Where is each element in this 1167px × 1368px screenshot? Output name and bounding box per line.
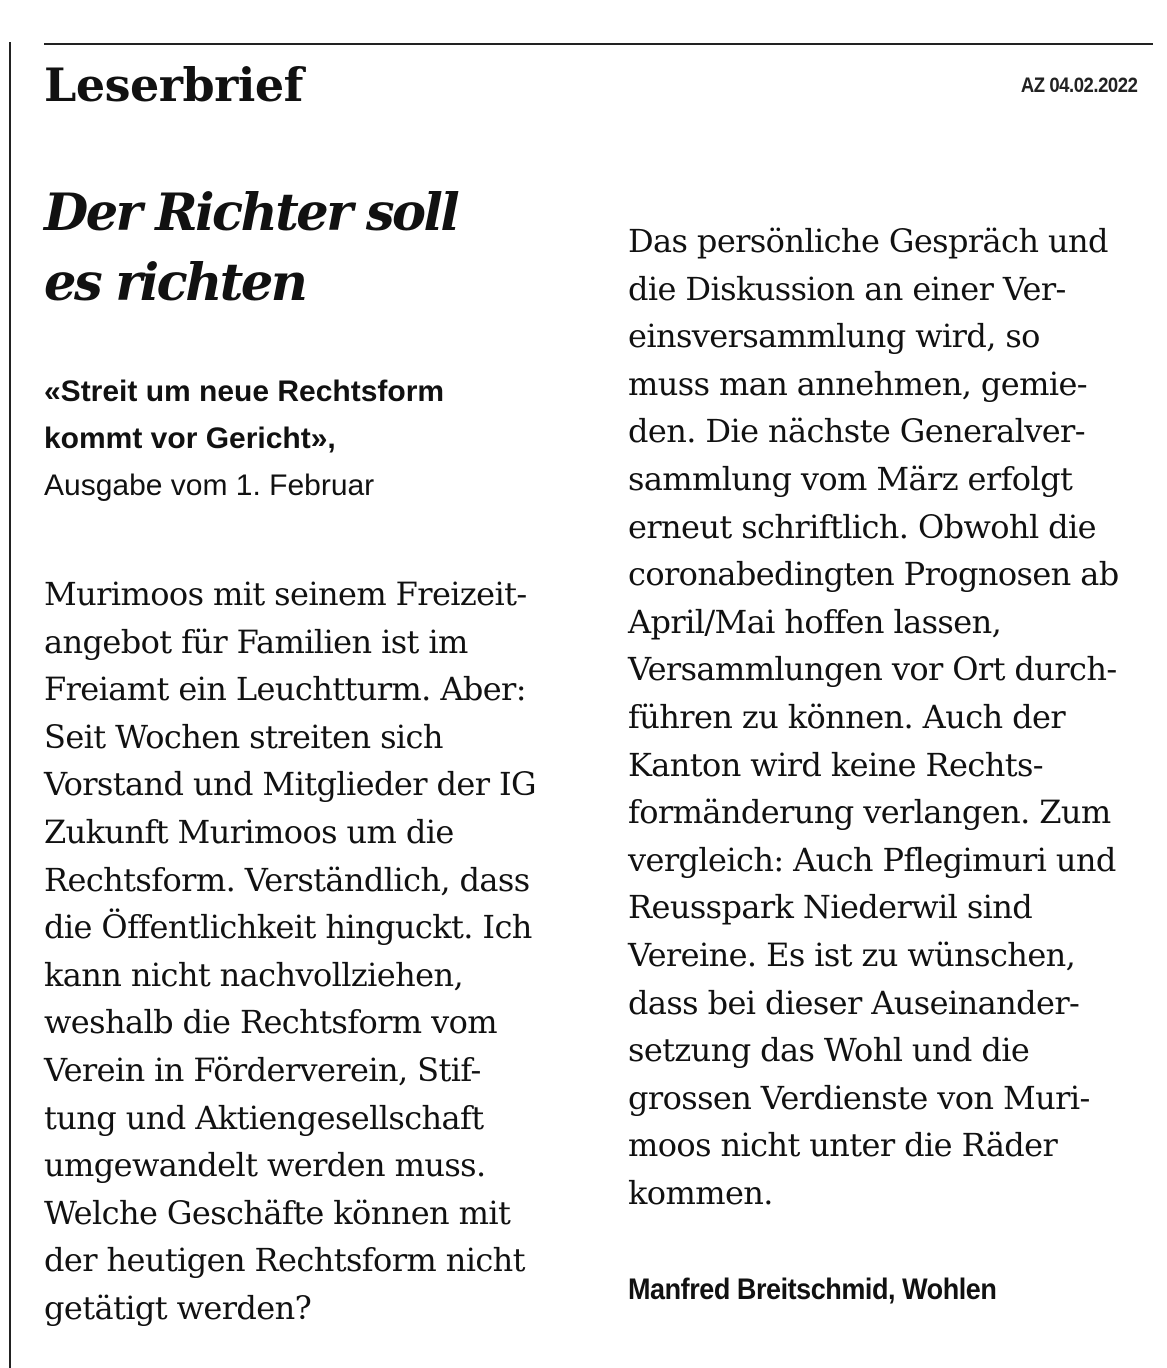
- body-text-right: Das persönliche Gespräch und die Diskussion an einer Ver- einsversammlung wird, so muss man annehmen, gemie- den. Die nächste Generalver- sammlung vom März erfolgt erneut schriftlich. Obwohl die coronabedingten Prognosen ab April/Mai hoffen lassen, Versammlungen vor Ort durch- führen zu können. Auch der Kanton wird keine Rechts- formänderung verlangen. Zum vergleich: Auch Pflegimuri und Reusspark Niederwil sind Vereine. Es ist zu wünschen, dass bei dieser Auseinander- setzung das Wohl und die grossen Verdienste von Muri- moos nicht unter die Räder kommen.: [628, 222, 1119, 1212]
- header-rule: [44, 43, 1153, 45]
- article-column-left: [44, 178, 574, 1333]
- section-label: Leserbrief: [44, 58, 303, 112]
- reference-issue: Ausgabe vom 1. Februar: [44, 469, 375, 502]
- article-column-right: [628, 218, 1158, 1307]
- article-reference: [44, 368, 574, 509]
- publication-date: AZ 04.02.2022: [1020, 74, 1137, 97]
- column-divider-left: [9, 42, 11, 1368]
- article-headline: Der Richter soll es richten: [44, 183, 458, 313]
- author-signature: Manfred Breitschmid, Wohlen: [628, 1273, 997, 1307]
- body-text-left: Murimoos mit seinem Freizeit- angebot für Familien ist im Freiamt ein Leuchtturm. Aber: Seit Wochen streiten sich Vorstand und Mitglieder der IG Zukunft Murimoos um die Rechtsform. Verständlich, dass die Öffentlichkeit hinguckt. Ich kann nicht nachvollziehen, weshalb die Rechtsform vom Verein in Förderverein, Stif- tung und Aktiengesellschaft umgewandelt werden muss. Welche Geschäfte können mit der heutigen Rechtsform nicht getätigt werden?: [44, 575, 536, 1327]
- reference-title: «Streit um neue Rechtsform kommt vor Gericht»,: [44, 375, 445, 455]
